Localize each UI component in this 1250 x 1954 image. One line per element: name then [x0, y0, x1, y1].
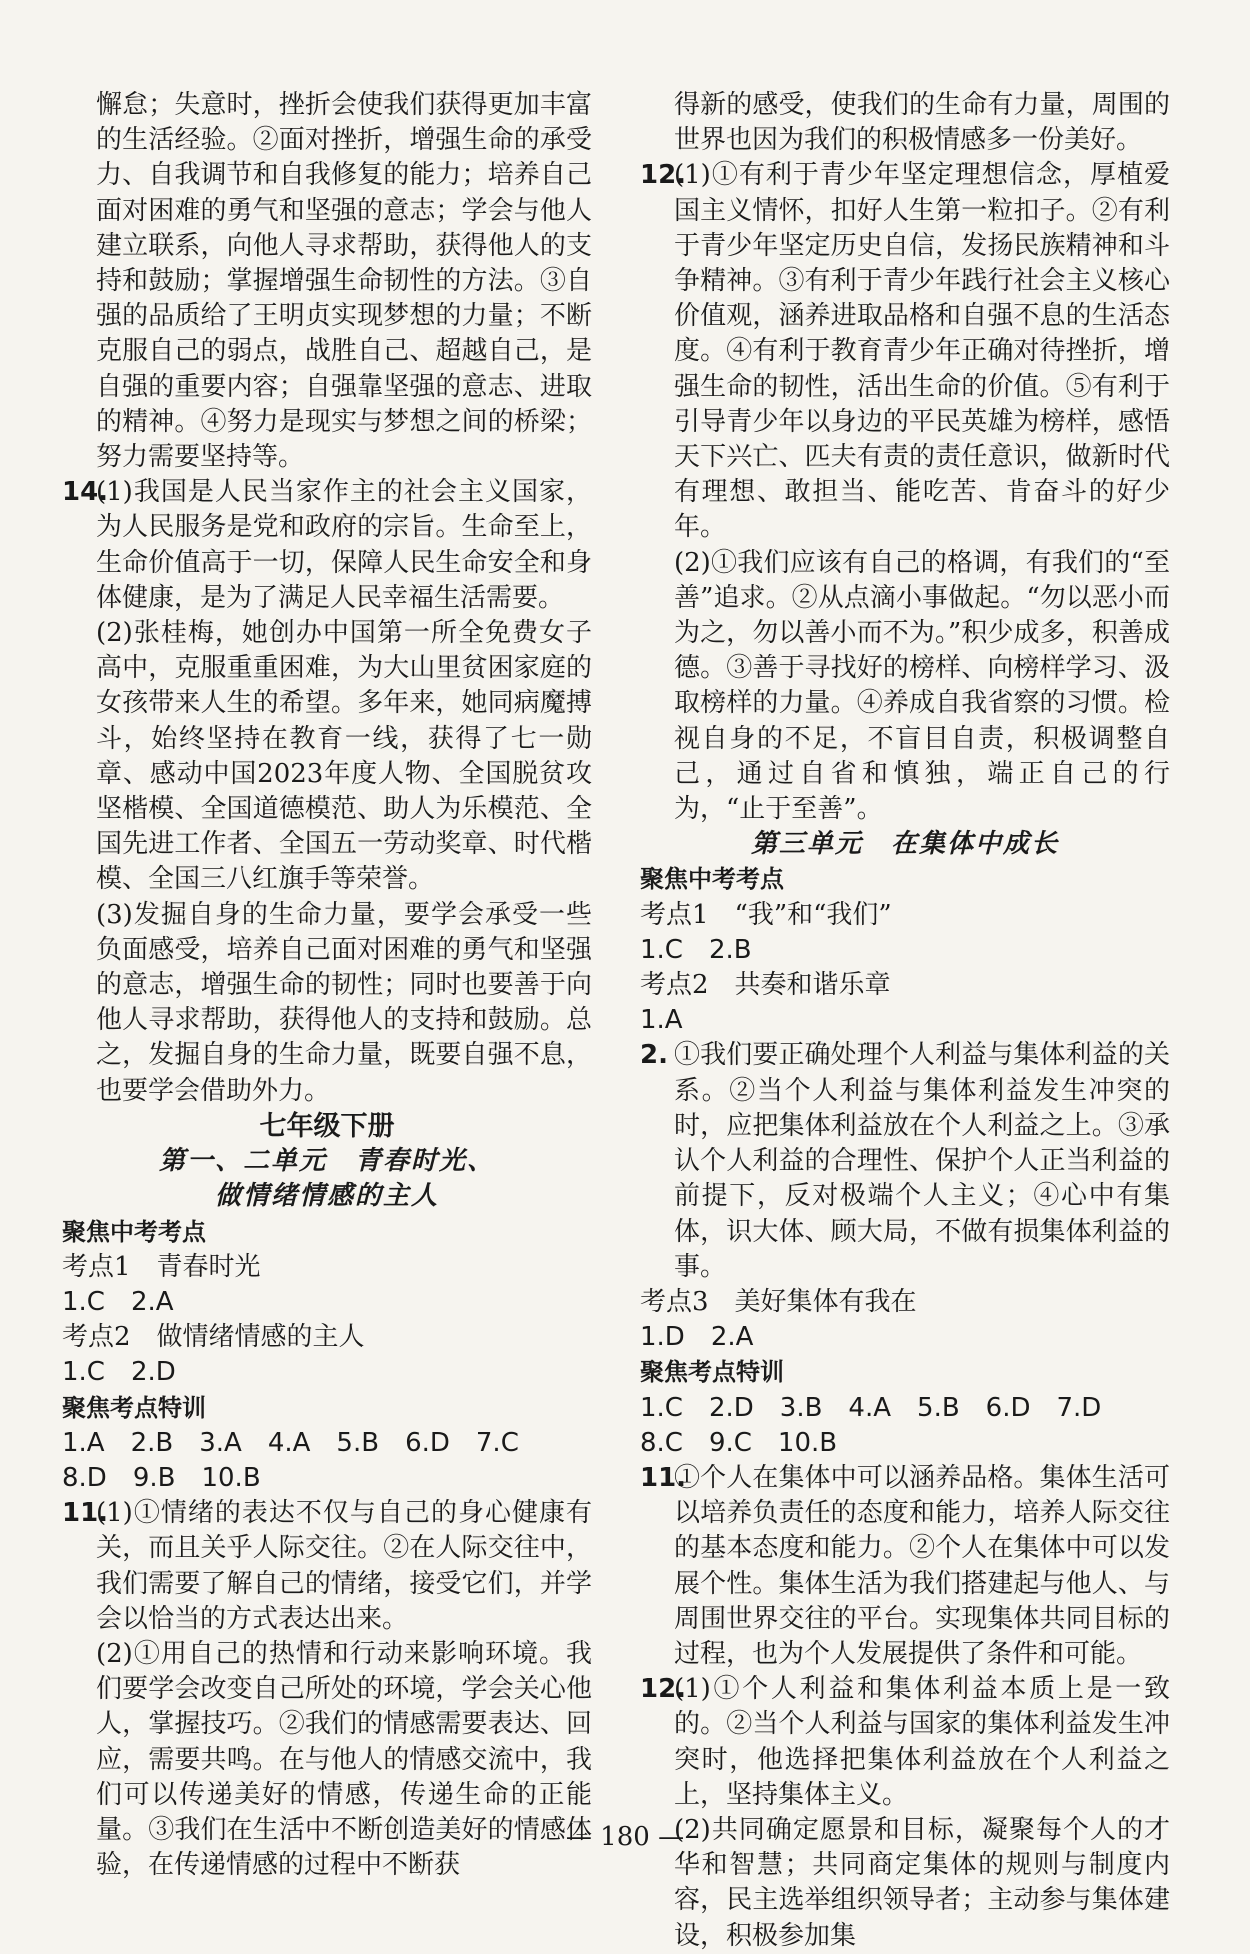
kp2-answer1-right: 1.A [640, 1005, 683, 1036]
q12-right-block [640, 1672, 1170, 1813]
q12-right-part2: (2)共同确定愿景和目标，凝聚每个人的才华和智慧；共同商定集体的规则与制度内容，民主选举组织领导者；主动参与集体建设，积极参加集 [674, 1814, 1170, 1951]
q11-number: 11. [62, 1498, 109, 1529]
kp2-q2-text: ①我们要正确处理个人利益与集体利益的关系。②当个人利益与集体利益发生冲突的时，应把集体利益放在个人利益之上。③承认个人利益的合理性、保护个人正当利益的前提下，反对极端个人主义；④心中有集体，识大体、顾大局，不做有损集体利益的事。 [674, 1040, 1170, 1282]
kp2-answers: 1.C 2.D [62, 1357, 176, 1388]
q12-part1: (1)①有利于青少年坚定理想信念，厚植爱国主义情怀，扣好人生第一粒扣子。②有利于青少年坚定历史自信，发扬民族精神和斗争精神。③有利于青少年践行社会主义核心价值观，涵养进取品格和自强不息的生活态度。④有利于教育青少年正确对待挫折，增强生命的韧性，活出生命的价值。⑤有利于引导青少年以身边的平民英雄为榜样，感悟天下兴亡、匹夫有责的责任意识，做新时代有理想、敢担当、能吃苦、肯奋斗的好少年。 [674, 160, 1170, 543]
kp1-answers: 1.C 2.A [62, 1286, 174, 1317]
kp3-answers-right: 1.D 2.A [640, 1322, 754, 1353]
kp3-heading-right: 考点3 美好集体有我在 [640, 1286, 917, 1317]
kp2-q2-block [640, 1038, 1170, 1284]
q11-right-text: ①个人在集体中可以涵养品格。集体生活可以培养负责任的态度和能力，培养人际交往的基本态度和能力。②个人在集体中可以发展个性。集体生活为我们搭建起与他人、与周围世界交往的平台。实现集体共同目标的过程，也为个人发展提供了条件和可能。 [674, 1462, 1170, 1669]
training-answers-row1-right: 1.C 2.D 3.B 4.A 5.B 6.D 7.D [640, 1392, 1102, 1423]
training-answers-row2: 8.D 9.B 10.B [62, 1462, 261, 1493]
q14-block [62, 475, 592, 616]
q11-right-number: 11. [640, 1462, 687, 1493]
section-heading-focus-exam-right: 聚焦中考考点 [640, 865, 784, 894]
right-column [640, 88, 1170, 1954]
q12-part2: (2)①我们应该有自己的格调，有我们的“至善”追求。②从点滴小事做起。“勿以恶小而为之，勿以善小而不为。”积少成多，积善成德。③善于寻找好的榜样、向榜样学习、汲取榜样的力量。④养成自我省察的习惯。检视自身的不足，不盲目自责，积极调整自己，通过自省和慎独，端正自己的行为，“止于至善”。 [674, 547, 1170, 825]
training-answers-row2-right: 8.C 9.C 10.B [640, 1427, 838, 1458]
q14-part3: (3)发掘自身的生命力量，要学会承受一些负面感受，培养自己面对困难的勇气和坚强的意志，增强生命的韧性；同时也要善于向他人寻求帮助，获得他人的支持和鼓励。总之，发掘自身的生命力量，既要自强不息，也要学会借助外力。 [96, 899, 592, 1106]
q12-block [640, 158, 1170, 545]
kp2-heading-right: 考点2 共奏和谐乐章 [640, 970, 891, 1001]
q12-right-part1: (1)①个人利益和集体利益本质上是一致的。②当个人利益与国家的集体利益发生冲突时，他选择把集体利益放在个人利益之上，坚持集体主义。 [674, 1674, 1170, 1810]
kp1-heading-right: 考点1 “我”和“我们” [640, 899, 892, 930]
kp1-answers-right: 1.C 2.B [640, 934, 752, 965]
training-answers-row1: 1.A 2.B 3.A 4.A 5.B 6.D 7.C [62, 1427, 519, 1458]
q13-continuation: 懈怠；失意时，挫折会使我们获得更加丰富的生活经验。②面对挫折，增强生命的承受力、自我调节和自我修复的能力；培养自己面对困难的勇气和坚强的意志；学会与他人建立联系，向他人寻求帮助，获得他人的支持和鼓励；掌握增强生命韧性的方法。③自强的品质给了王明贞实现梦想的力量；不断克服自己的弱点，战胜自己、超越自己，是自强的重要内容；自强靠坚强的意志、进取的精神。④努力是现实与梦想之间的桥梁；努力需要坚持等。 [96, 90, 592, 473]
kp2-heading: 考点2 做情绪情感的主人 [62, 1322, 365, 1353]
unit3-title: 第三单元 在集体中成长 [750, 829, 1059, 860]
section-heading-focus-exam: 聚焦中考考点 [62, 1217, 206, 1246]
section-heading-focus-training: 聚焦考点特训 [62, 1393, 206, 1422]
left-column [62, 88, 592, 1883]
q11-continuation: 得新的感受，使我们的生命有力量，周围的世界也因为我们的积极情感多一份美好。 [674, 90, 1170, 156]
section-heading-focus-training-right: 聚焦考点特训 [640, 1358, 784, 1387]
unit-title-line2: 做情绪情感的主人 [214, 1181, 439, 1212]
unit-title-line1: 第一、二单元 青春时光、 [158, 1146, 495, 1177]
page-number: — 180 — [565, 1822, 685, 1852]
q11-part1: (1)①情绪的表达不仅与自己的身心健康有关，而且关乎人际交往。②在人际交往中，我们需要了解自己的情绪，接受它们，并学会以恰当的方式表达出来。 [96, 1498, 592, 1634]
grade-title: 七年级下册 [259, 1110, 395, 1142]
q14-part2: (2)张桂梅，她创办中国第一所全免费女子高中，克服重重困难，为大山里贫困家庭的女孩带来人生的希望。多年来，她同病魔搏斗，始终坚持在教育一线，获得了七一勋章、感动中国2023年度人物、全国脱贫攻坚楷模、全国道德模范、助人为乐模范、全国先进工作者、全国五一劳动奖章、时代楷模、全国三八红旗手等荣誉。 [96, 618, 592, 895]
kp2-q2-number: 2. [640, 1040, 668, 1071]
q11-part2: (2)①用自己的热情和行动来影响环境。我们要学会改变自己所处的环境，学会关心他人，掌握技巧。②我们的情感需要表达、回应，需要共鸣。在与他人的情感交流中，我们可以传递美好的情感，传递生命的正能量。③我们在生活中不断创造美好的情感体验，在传递情感的过程中不断获 [96, 1638, 592, 1881]
kp1-heading: 考点1 青春时光 [62, 1251, 261, 1282]
q12-right-number: 12. [640, 1674, 687, 1705]
q12-number: 12. [640, 160, 687, 191]
q14-number: 14. [62, 477, 109, 508]
q11-right-block [640, 1461, 1170, 1672]
q11-block [62, 1496, 592, 1637]
q14-part1: (1)我国是人民当家作主的社会主义国家，为人民服务是党和政府的宗旨。生命至上，生命价值高于一切，保障人民生命安全和身体健康，是为了满足人民幸福生活需要。 [96, 477, 592, 613]
